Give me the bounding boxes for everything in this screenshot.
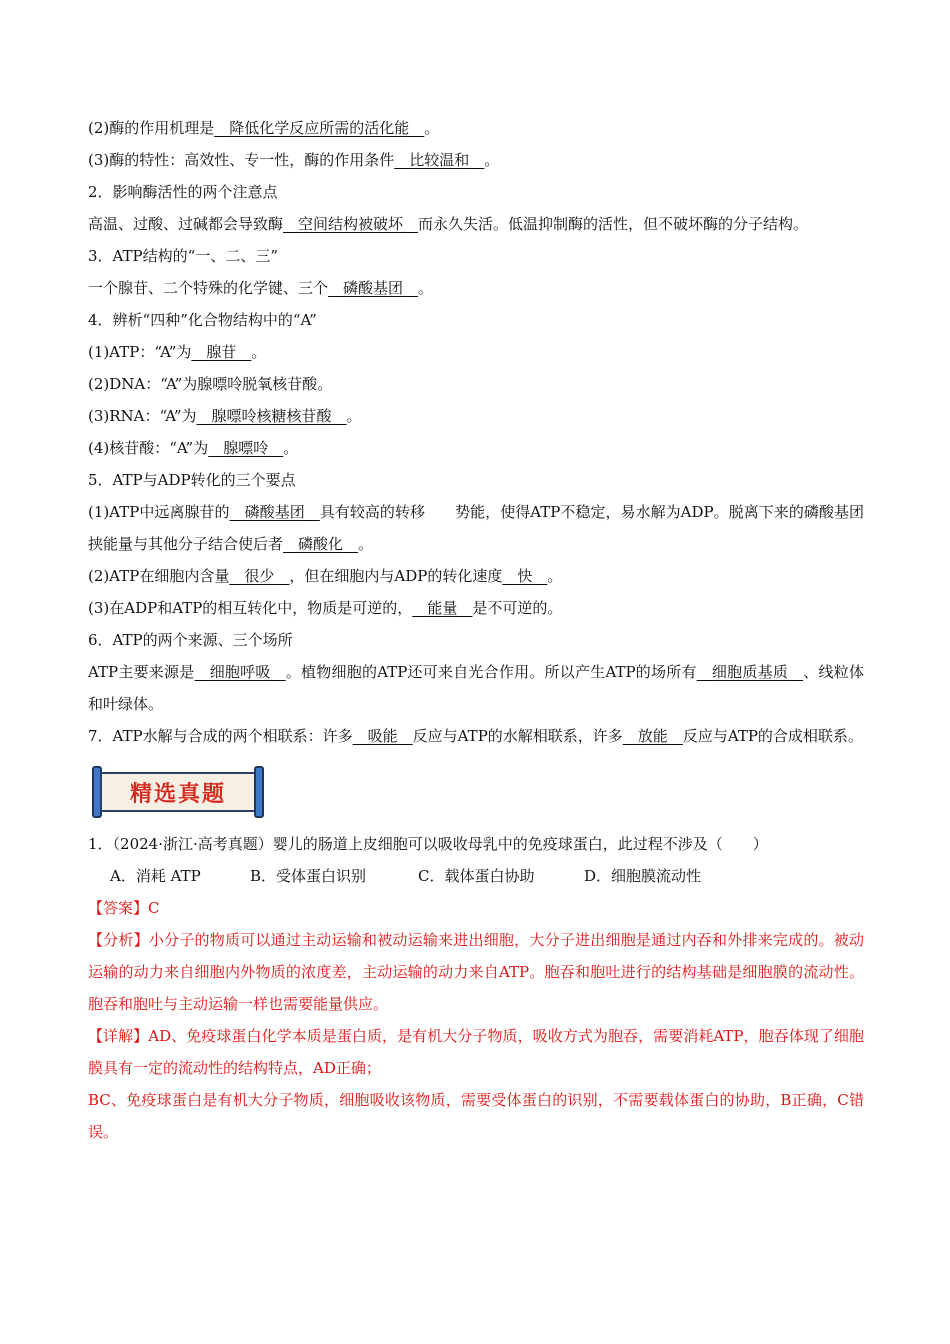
text-line	[88, 400, 864, 432]
text-line	[88, 336, 864, 368]
text-line	[88, 592, 864, 624]
option-b: B．受体蛋白识别	[250, 867, 367, 885]
banner-box	[100, 772, 256, 812]
fill-blank-answer: __腺嘌呤__	[208, 439, 284, 457]
fill-blank-answer: __细胞质基质__	[696, 663, 804, 681]
fill-blank-answer: __降低化学反应所需的活化能__	[214, 119, 425, 137]
answer-label	[88, 892, 864, 924]
text: 。	[251, 343, 267, 361]
fill-blank-answer: __吸能__	[352, 727, 413, 745]
text: 3．ATP结构的“一、二、三”	[88, 247, 278, 265]
section-heading	[88, 464, 864, 496]
text: 。	[424, 119, 440, 137]
fill-blank-answer: __磷酸基团__	[328, 279, 419, 297]
text: 而永久失活。低温抑制酶的活性，但不破坏酶的分子结构。	[418, 215, 809, 233]
text: (1)ATP中远离腺苷的	[88, 503, 230, 521]
text: (1)ATP：“A”为	[88, 343, 192, 361]
fill-blank-answer: __比较温和__	[394, 151, 485, 169]
fill-blank-answer: __腺嘌呤核糖核苷酸__	[196, 407, 347, 425]
fill-blank-answer: __细胞呼吸__	[194, 663, 286, 681]
text: 反应与ATP的合成相联系。	[682, 727, 863, 745]
text: 7．ATP水解与合成的两个相联系：许多	[88, 727, 353, 745]
text: (3)在ADP和ATP的相互转化中，物质是可逆的，	[88, 599, 413, 617]
text-line	[88, 272, 864, 304]
text-paragraph	[88, 656, 864, 720]
text: ATP主要来源是	[88, 663, 195, 681]
detail-paragraph	[88, 1020, 864, 1084]
text-paragraph	[88, 496, 864, 560]
text: 。	[418, 279, 434, 297]
option-a: A．消耗 ATP	[110, 867, 201, 885]
fill-blank-answer: __很少__	[229, 567, 290, 585]
text: 具有较高的转移 势能，使得ATP不稳定，易水解为ADP。脱离下来的磷酸基团挟能量与其他分子结合使后者	[88, 503, 864, 553]
banner-title: 精选真题	[129, 781, 226, 807]
text-line	[88, 432, 864, 464]
text-paragraph	[88, 720, 864, 752]
text: 反应与ATP的水解相联系，许多	[412, 727, 623, 745]
fill-blank-answer: __腺苷__	[191, 343, 252, 361]
fill-blank-answer: __空间结构被破坏__	[283, 215, 419, 233]
text: 4．辨析“四种”化合物结构中的“A”	[88, 311, 317, 329]
question-options	[88, 860, 864, 892]
option-d: D．细胞膜流动性	[584, 867, 702, 885]
text: 高温、过酸、过碱都会导致酶	[88, 215, 284, 233]
text: 。	[358, 535, 374, 553]
text: 是不可逆的。	[472, 599, 563, 617]
text: 【分析】小分子的物质可以通过主动运输和被动运输来进出细胞，大分子进出细胞是通过内吞和外排来完成的。被动运输的动力来自细胞内外物质的浓度差，主动运输的动力来自ATP。胞吞和胞吐进行的结构基础是细胞膜的流动性。胞吞和胞吐与主动运输一样也需要能量供应。	[88, 931, 864, 1013]
text: (3)酶的特性：高效性、专一性，酶的作用条件	[88, 151, 395, 169]
text-line	[88, 112, 864, 144]
text-line	[88, 560, 864, 592]
document-page	[88, 112, 864, 1148]
scroll-roll-right-icon	[254, 766, 264, 818]
fill-blank-answer: __能量__	[412, 599, 473, 617]
text: (2)DNA：“A”为腺嘌呤脱氧核苷酸。	[88, 375, 333, 393]
text: ，但在细胞内与ADP的转化速度	[289, 567, 503, 585]
text: 1．（2024·浙江·高考真题）婴儿的肠道上皮细胞可以吸收母乳中的免疫球蛋白，此过程不涉及（ ）	[88, 835, 768, 853]
detail-paragraph	[88, 1084, 864, 1148]
fill-blank-answer: __快__	[502, 567, 548, 585]
fill-blank-answer: __放能__	[622, 727, 683, 745]
text: 、线粒体和叶绿体。	[88, 663, 864, 713]
text-paragraph	[88, 208, 864, 240]
text: 5．ATP与ADP转化的三个要点	[88, 471, 296, 489]
question-stem	[88, 828, 864, 860]
text: (3)RNA：“A”为	[88, 407, 197, 425]
text: 【详解】AD、免疫球蛋白化学本质是蛋白质，是有机大分子物质，吸收方式为胞吞，需要消耗ATP，胞吞体现了细胞膜具有一定的流动性的结构特点，AD正确；	[88, 1027, 864, 1077]
section-heading	[88, 176, 864, 208]
text: (4)核苷酸：“A”为	[88, 439, 209, 457]
section-heading	[88, 624, 864, 656]
text: (2)ATP在细胞内含量	[88, 567, 230, 585]
section-heading	[88, 304, 864, 336]
fill-blank-answer: __磷酸化__	[283, 535, 359, 553]
option-c: C．载体蛋白协助	[418, 867, 535, 885]
analysis-paragraph	[88, 924, 864, 1020]
text: 。	[484, 151, 500, 169]
text-line	[88, 144, 864, 176]
text: 。	[346, 407, 362, 425]
text: 。	[283, 439, 299, 457]
text: 。	[547, 567, 563, 585]
text: 。植物细胞的ATP还可来自光合作用。所以产生ATP的场所有	[285, 663, 697, 681]
section-banner	[92, 766, 264, 818]
text: 6．ATP的两个来源、三个场所	[88, 631, 293, 649]
text-line	[88, 368, 864, 400]
text: 【答案】C	[88, 899, 160, 917]
text: 2．影响酶活性的两个注意点	[88, 183, 278, 201]
text: 一个腺苷、二个特殊的化学键、三个	[88, 279, 329, 297]
text: BC、免疫球蛋白是有机大分子物质，细胞吸收该物质，需要受体蛋白的识别，不需要载体蛋白的协助，B正确，C错误。	[88, 1091, 864, 1141]
fill-blank-answer: __磷酸基团__	[229, 503, 320, 521]
section-heading	[88, 240, 864, 272]
text: (2)酶的作用机理是	[88, 119, 215, 137]
